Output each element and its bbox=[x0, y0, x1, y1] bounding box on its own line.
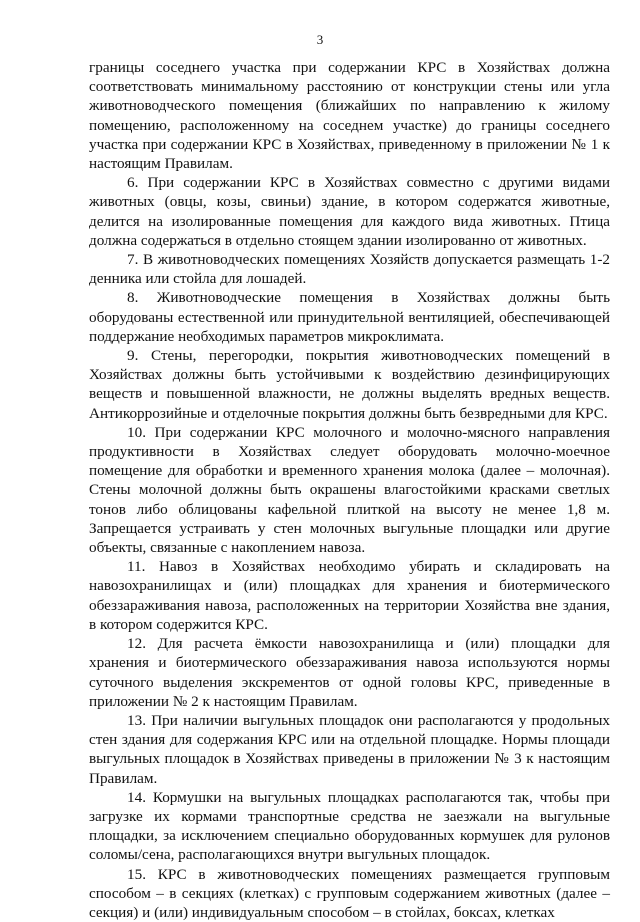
paragraph-8: 8. Животноводческие помещения в Хозяйствах должны быть оборудованы естественной или принудительной вентиляцией, обеспечивающей поддержание необходимых параметров микроклимата. bbox=[89, 289, 610, 345]
paragraph-6: 6. При содержании КРС в Хозяйствах совместно с другими видами животных (овцы, козы, свиньи) здание, в котором содержатся животные, делится на изолированные помещения для каждого вида животных. Птица должна содержаться в отдельно стоящем здании изолированно от животных. bbox=[89, 174, 610, 249]
paragraph-9: 9. Стены, перегородки, покрытия животноводческих помещений в Хозяйствах должны быть устойчивыми к воздействию дезинфицирующих веществ и повышенной влажности, не должны выделять вредных веществ. Антикоррозийные и отделочные покрытия должны быть безвредными для КРС. bbox=[89, 347, 610, 422]
paragraph-13: 13. При наличии выгульных площадок они располагаются у продольных стен здания для содержания КРС или на отдельной площадке. Нормы площади выгульных площадок в Хозяйствах приведены в приложении № 3 к настоящим Правилам. bbox=[89, 711, 610, 787]
paragraph-15: 15. КРС в животноводческих помещениях размещается групповым способом – в секциях (клетках) с групповым содержанием животных (далее – секция) и (или) индивидуальным способом – в стойлах, боксах, клетках bbox=[89, 865, 610, 921]
paragraph-11: 11. Навоз в Хозяйствах необходимо убирать и складировать на навозохранилищах и (или) площадках для хранения и биотермического обеззараживания навоза, расположенных на территории Хозяйства вне здания, в котором содержится КРС. bbox=[89, 558, 610, 633]
paragraph-7: 7. В животноводческих помещениях Хозяйств допускается размещать 1-2 денника или стойла для лошадей. bbox=[89, 251, 610, 288]
paragraph-10: 10. При содержании КРС молочного и молочно-мясного направления продуктивности в Хозяйствах следует оборудовать молочно-моечное помещение для обработки и временного хранения молока (далее – молочная). Стены молочной должны быть окрашены влагостойкими красками светлых тонов либо облицованы кафельной плиткой на высоту не менее 1,8 м. Запрещается устраивать у стен молочных выгульные площадки или другие объекты, связанные с накоплением навоза. bbox=[89, 423, 610, 557]
paragraph-14: 14. Кормушки на выгульных площадках располагаются так, чтобы при загрузке их кормами транспортные средства не заезжали на выгульные площадки, за исключением специально оборудованных кормушек для рулонов соломы/сена, располагающихся внутри выгульных площадок. bbox=[89, 788, 610, 864]
page-number: 3 bbox=[316, 32, 324, 47]
paragraph-continuation: границы соседнего участка при содержании КРС в Хозяйствах должна соответствовать минимальному расстоянию от конструкции стены или угла животноводческого помещения (ближайших по направлению к жилому помещению, расположенному на соседнем участке) до границы соседнего участка при содержании КРС в Хозяйствах, приведенному в приложении № 1 к настоящим Правилам. bbox=[89, 59, 610, 173]
paragraph-12: 12. Для расчета ёмкости навозохранилища и (или) площадки для хранения и биотермического обеззараживания навоза используются нормы суточного выделения экскрементов от одной головы КРС, приведенные в приложении № 2 к настоящим Правилам. bbox=[89, 635, 610, 710]
body-text bbox=[89, 58, 610, 922]
